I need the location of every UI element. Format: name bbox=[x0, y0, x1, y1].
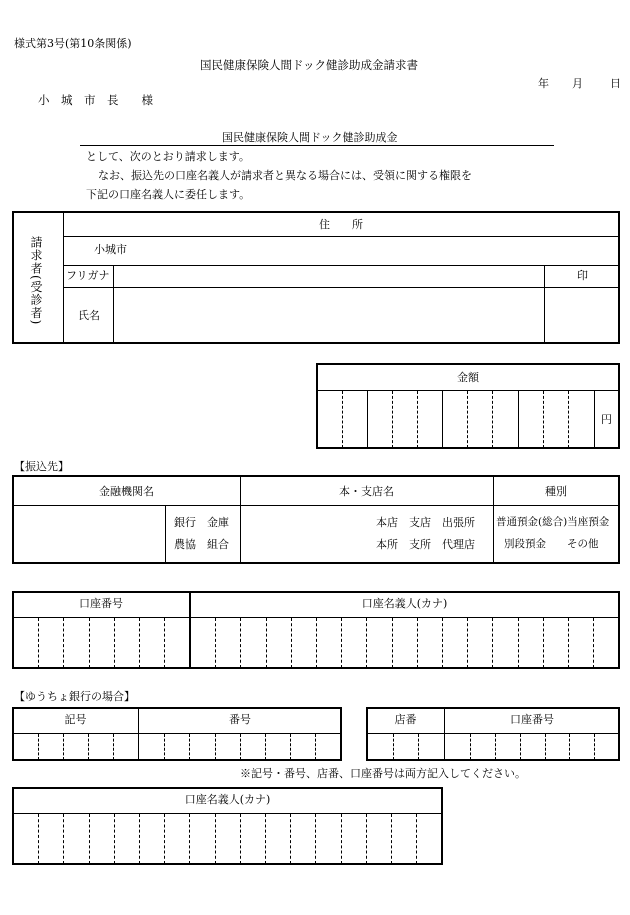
intro-line-1: として、次のとおり請求します。 bbox=[86, 150, 250, 163]
cell-divider bbox=[240, 814, 241, 864]
cell-divider bbox=[38, 734, 39, 760]
amount-header: 金額 bbox=[457, 371, 479, 384]
cell-divider bbox=[114, 618, 115, 668]
cell-divider bbox=[240, 618, 241, 668]
cell-divider bbox=[215, 618, 216, 668]
cell-divider bbox=[341, 618, 342, 668]
cell-divider bbox=[63, 734, 64, 760]
account-number-header: 口座番号 bbox=[79, 597, 123, 610]
cell-divider bbox=[391, 814, 392, 864]
form-number: 様式第3号(第10条関係) bbox=[14, 37, 132, 50]
cell-divider bbox=[545, 734, 546, 760]
cell-divider bbox=[593, 618, 594, 668]
cell-divider bbox=[113, 734, 114, 760]
account-holder-header: 口座名義人(カナ) bbox=[361, 597, 448, 610]
cell-divider bbox=[467, 618, 468, 668]
cell-divider bbox=[366, 618, 367, 668]
cell-divider bbox=[164, 734, 165, 760]
cell-divider bbox=[215, 734, 216, 760]
institution-types-2: 農協 組合 bbox=[174, 538, 229, 551]
yucho-section-label: 【ゆうちょ銀行の場合】 bbox=[14, 690, 135, 703]
cell-divider bbox=[38, 618, 39, 668]
cell-divider bbox=[495, 734, 496, 760]
cell-divider bbox=[266, 618, 267, 668]
cell-divider bbox=[63, 814, 64, 864]
seal-label: 印 bbox=[577, 269, 588, 282]
cell-divider bbox=[416, 814, 417, 864]
cell-divider bbox=[470, 734, 471, 760]
yucho-holder-header: 口座名義人(カナ) bbox=[184, 793, 271, 806]
yen-unit: 円 bbox=[601, 413, 612, 426]
cell-divider bbox=[366, 814, 367, 864]
cell-divider bbox=[265, 814, 266, 864]
cell-divider bbox=[164, 618, 165, 668]
cell-divider bbox=[38, 814, 39, 864]
cell-divider bbox=[520, 734, 521, 760]
addressee: 小 城 市 長 様 bbox=[38, 93, 153, 107]
cell-divider bbox=[265, 734, 266, 760]
yucho-number-header: 番号 bbox=[229, 713, 251, 726]
address-header: 住 所 bbox=[319, 218, 363, 231]
cell-divider bbox=[189, 734, 190, 760]
form-title: 国民健康保険人間ドック健診助成金請求書 bbox=[200, 58, 419, 72]
cell-divider bbox=[215, 814, 216, 864]
date-day-label: 日 bbox=[610, 77, 621, 90]
yucho-branch-no-header: 店番 bbox=[394, 713, 417, 726]
cell-divider bbox=[63, 618, 64, 668]
cell-divider bbox=[393, 734, 394, 760]
intro-line-3: 下記の口座名義人に委任します。 bbox=[86, 188, 251, 201]
yucho-symbol-header: 記号 bbox=[64, 713, 87, 726]
cell-divider bbox=[290, 814, 291, 864]
cell-divider bbox=[290, 734, 291, 760]
cell-divider bbox=[189, 814, 190, 864]
address-prefix: 小城市 bbox=[94, 243, 127, 256]
cell-divider bbox=[417, 618, 418, 668]
subject-underline bbox=[80, 145, 554, 146]
cell-divider bbox=[139, 618, 140, 668]
cell-divider bbox=[392, 618, 393, 668]
account-types-2: 別段預金 その他 bbox=[504, 538, 599, 550]
institution-header: 金融機関名 bbox=[99, 485, 154, 498]
transfer-section-label: 【振込先】 bbox=[14, 460, 69, 473]
cell-divider bbox=[418, 734, 419, 760]
branch-header: 本・支店名 bbox=[339, 485, 394, 498]
claimant-side-label: 請求者(受診者) bbox=[29, 236, 43, 326]
yucho-account-no-header: 口座番号 bbox=[510, 713, 554, 726]
branch-types-1: 本店 支店 出張所 bbox=[376, 516, 475, 529]
date-month-label: 月 bbox=[572, 77, 583, 90]
cell-divider bbox=[315, 814, 316, 864]
cell-divider bbox=[569, 734, 570, 760]
institution-types-1: 銀行 金庫 bbox=[174, 516, 229, 529]
name-label: 氏名 bbox=[78, 309, 100, 322]
yucho-note: ※記号・番号、店番、口座番号は両方記入してください。 bbox=[240, 767, 526, 780]
cell-divider bbox=[315, 734, 316, 760]
cell-divider bbox=[291, 618, 292, 668]
intro-line-2: なお、振込先の口座名義人が請求者と異なる場合には、受領に関する権限を bbox=[98, 169, 472, 182]
cell-divider bbox=[88, 734, 89, 760]
cell-divider bbox=[492, 618, 493, 668]
cell-divider bbox=[89, 618, 90, 668]
cell-divider bbox=[543, 618, 544, 668]
cell-divider bbox=[316, 618, 317, 668]
account-type-header: 種別 bbox=[545, 485, 567, 498]
furigana-label: フリガナ bbox=[66, 269, 110, 282]
branch-types-2: 本所 支所 代理店 bbox=[376, 538, 475, 551]
cell-divider bbox=[594, 734, 595, 760]
subject-text: 国民健康保険人間ドック健診助成金 bbox=[222, 131, 398, 144]
cell-divider bbox=[89, 814, 90, 864]
cell-divider bbox=[568, 618, 569, 668]
cell-divider bbox=[114, 814, 115, 864]
cell-divider bbox=[518, 618, 519, 668]
account-types-1: 普通預金(総合)当座預金 bbox=[496, 516, 610, 528]
cell-divider bbox=[341, 814, 342, 864]
cell-divider bbox=[139, 814, 140, 864]
cell-divider bbox=[442, 618, 443, 668]
date-year-label: 年 bbox=[538, 77, 549, 90]
cell-divider bbox=[164, 814, 165, 864]
cell-divider bbox=[240, 734, 241, 760]
